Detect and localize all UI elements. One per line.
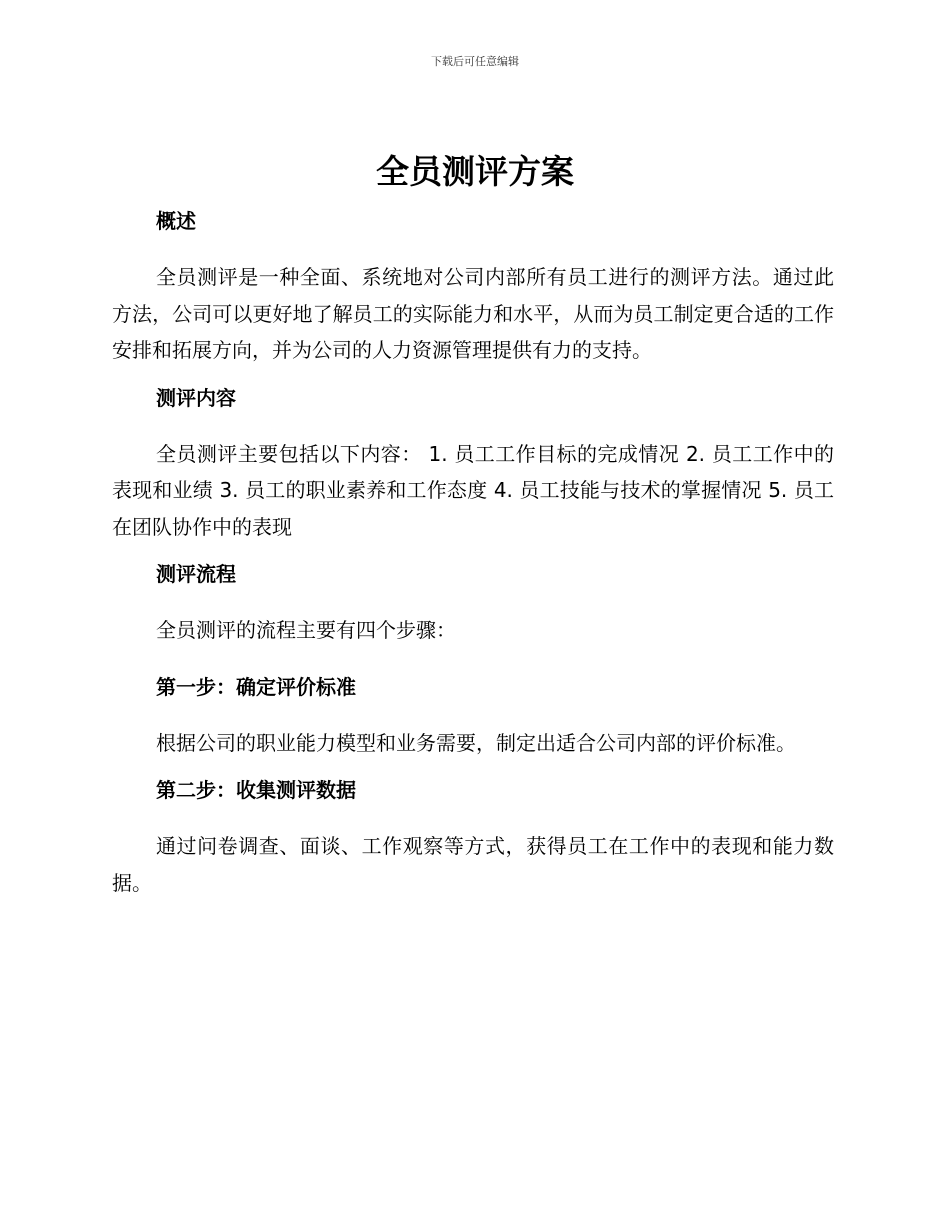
section-paragraph-step-one: 根据公司的职业能力模型和业务需要，制定出适合公司内部的评价标准。 (156, 730, 796, 755)
section-heading-overview: 概述 (156, 209, 196, 233)
document-body (112, 205, 834, 901)
section-heading-content: 测评内容 (156, 385, 236, 410)
section-heading-step-two: 第二步：收集测评数据 (156, 778, 356, 802)
section-heading-step-one: 第一步：确定评价标准 (156, 674, 356, 699)
page-header-note: 下载后可任意编辑 (431, 55, 519, 68)
section-heading-process: 测评流程 (156, 562, 236, 586)
section-paragraph-process: 全员测评的流程主要有四个步骤： (156, 618, 456, 642)
document-title: 全员测评方案 (376, 152, 574, 191)
section-paragraph-overview: 全员测评是一种全面、系统地对公司内部所有员工进行的测评方法。通过此方法，公司可以更好地了解员工的实际能力和水平，从而为员工制定更合适的工作安排和拓展方向，并为公司的人力资源管理提供有力的支持。 (112, 265, 834, 362)
section-paragraph-step-two: 通过问卷调查、面谈、工作观察等方式，获得员工在工作中的表现和能力数据。 (112, 834, 834, 895)
section-paragraph-content: 全员测评主要包括以下内容： 1. 员工工作目标的完成情况 2. 员工工作中的表现和业绩 3. 员工的职业素养和工作态度 4. 员工技能与技术的掌握情况 5. 员工在团队协作中的表现 (112, 441, 834, 539)
